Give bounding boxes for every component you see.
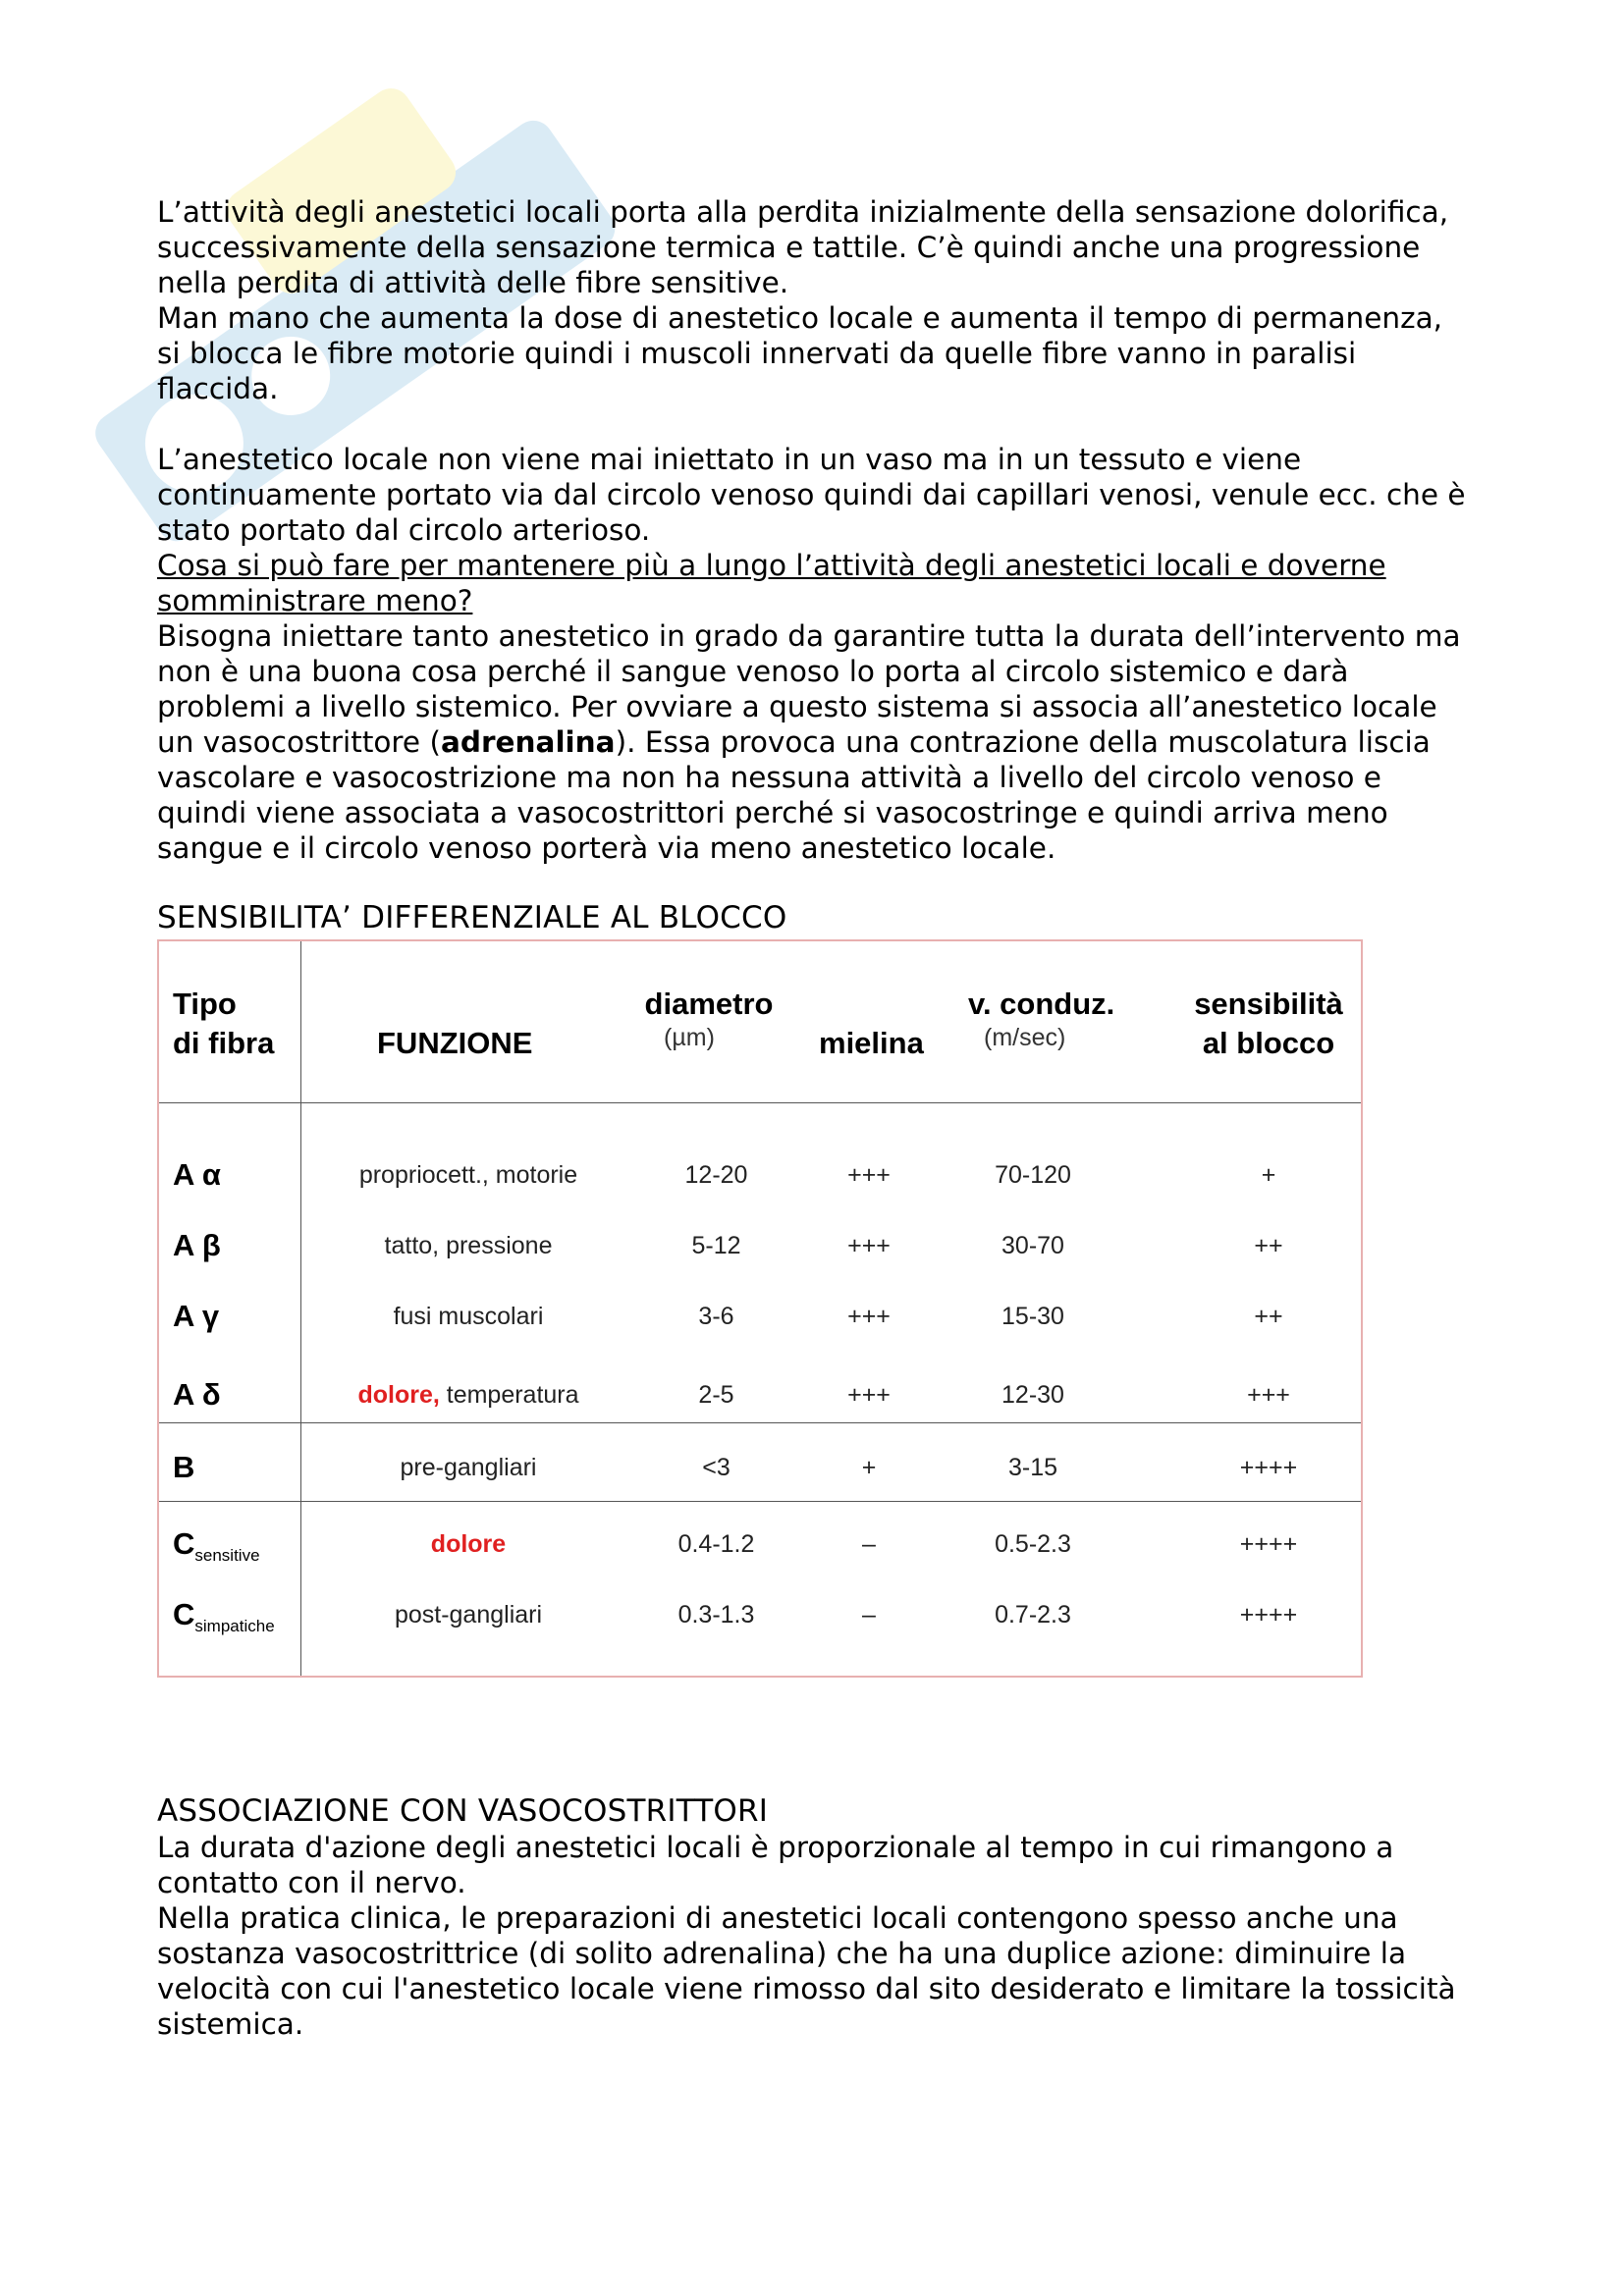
fiber-subtype-label: sensitive	[194, 1546, 260, 1566]
funzione-cell	[301, 1303, 635, 1331]
section-title-sensibilita: SENSIBILITA’ DIFFERENZIALE AL BLOCCO	[157, 900, 787, 935]
fiber-type-label: A β	[173, 1228, 221, 1262]
fiber-type-cell	[173, 1157, 221, 1193]
table-divider-b	[159, 1422, 1361, 1423]
document-body	[157, 194, 1473, 936]
paragraph-pratica-clinica: Nella pratica clinica, le preparazioni di anestetici locali contengono spesso anche una sostanza vasocostrittrice (di solito adrenalina) che ha una duplice azione: diminuire la velocità con cui l'anestetico locale viene rimosso dal sito desiderato e limitare la tossicità sistemica.	[157, 1901, 1456, 2041]
sensibilita-cell: +	[1261, 1161, 1276, 1189]
funzione-text: propriocett., motorie	[358, 1161, 578, 1189]
mielina-cell: –	[862, 1601, 876, 1629]
conduz-cell: 0.7-2.3	[995, 1601, 1071, 1629]
sensibilita-cell: ++++	[1239, 1601, 1298, 1629]
mielina-cell: +++	[847, 1161, 891, 1189]
mielina-cell: +++	[847, 1303, 891, 1330]
header-funzione: FUNZIONE	[377, 1026, 533, 1060]
funzione-text: fusi muscolari	[393, 1303, 544, 1330]
funzione-text: pre-gangliari	[400, 1454, 537, 1481]
funzione-cell	[301, 1601, 635, 1629]
funzione-cell	[301, 1232, 635, 1260]
diametro-cell: 0.4-1.2	[677, 1530, 755, 1558]
header-mielina: mielina	[819, 1026, 924, 1060]
mielina-cell: +	[861, 1454, 877, 1481]
header-diametro: diametro (µm)	[644, 987, 774, 1051]
conduz-cell: 3-15	[1007, 1454, 1058, 1481]
funzione-text: temperatura	[439, 1381, 579, 1409]
diametro-cell: 12-20	[684, 1161, 748, 1189]
funzione-text: tatto, pressione	[384, 1232, 553, 1259]
fiber-type-label: A α	[173, 1157, 221, 1192]
fiber-type-cell	[173, 1526, 260, 1566]
paragraph-durata: La durata d'azione degli anestetici locali è proporzionale al tempo in cui rimangono a contatto con il nervo.	[157, 1831, 1394, 1899]
conduz-cell: 70-120	[995, 1161, 1071, 1189]
conduz-cell: 15-30	[1001, 1303, 1064, 1330]
diametro-cell: 0.3-1.3	[677, 1601, 755, 1629]
fiber-type-label: A δ	[173, 1377, 221, 1412]
fiber-type-cell	[173, 1299, 219, 1334]
funzione-cell	[301, 1454, 635, 1482]
funzione-cell	[301, 1530, 635, 1559]
fiber-type-cell	[173, 1597, 275, 1636]
table-divider-c	[159, 1501, 1361, 1502]
question-line: Cosa si può fare per mantenere più a lungo l’attività degli anestetici locali e doverne somministrare meno?	[157, 549, 1386, 617]
paragraph-circolo: L’anestetico locale non viene mai iniettato in un vaso ma in un tessuto e viene continuamente portato via dal circolo venoso quindi dai capillari venosi, venule ecc. che è stato portato dal circolo arterioso.	[157, 443, 1466, 547]
sensibilita-cell: ++++	[1239, 1454, 1298, 1481]
paragraph-intro: L’attività degli anestetici locali porta alla perdita inizialmente della sensazione dolorifica, successivamente della sensazione termica e tattile. C’è quindi anche una progressione nella perdita di attività delle fibre sensitive.	[157, 195, 1449, 299]
header-tipo: Tipo di fibra	[173, 987, 275, 1060]
fiber-type-cell	[173, 1450, 194, 1485]
sensibilita-cell: ++	[1254, 1303, 1283, 1330]
fiber-type-label: C	[173, 1526, 195, 1561]
header-conduz: v. conduz. (m/sec)	[968, 987, 1115, 1051]
paragraph-dose: Man mano che aumenta la dose di anestetico locale e aumenta il tempo di permanenza, si blocca le fibre motorie quindi i muscoli innervati da quelle fibre vanno in paralisi flaccida.	[157, 301, 1443, 405]
mielina-cell: +++	[847, 1232, 891, 1259]
funzione-cell	[301, 1161, 635, 1190]
fiber-type-cell	[173, 1377, 221, 1413]
funzione-text: post-gangliari	[394, 1601, 543, 1629]
diametro-cell: 3-6	[698, 1303, 734, 1330]
funzione-cell	[301, 1381, 635, 1410]
conduz-cell: 12-30	[1001, 1381, 1064, 1409]
conduz-cell: 0.5-2.3	[995, 1530, 1071, 1558]
fiber-subtype-label: simpatiche	[194, 1617, 275, 1636]
fiber-type-cell	[173, 1228, 221, 1263]
sensibilita-cell: ++++	[1239, 1530, 1298, 1558]
sensibilita-cell: +++	[1247, 1381, 1290, 1409]
adrenalina-term: adrenalina	[440, 725, 616, 759]
fiber-table	[157, 939, 1363, 1678]
sensibilita-cell: ++	[1254, 1232, 1283, 1259]
mielina-cell: –	[862, 1530, 876, 1558]
funzione-highlight: dolore	[430, 1530, 507, 1558]
paragraph-vasocostrittore: Bisogna iniettare tanto anestetico in grado da garantire tutta la durata dell’intervento ma non è una buona cosa perché il sangue venoso lo porta al circolo sistemico e darà problemi a livello sistemico. Per ovviare a questo sistema si associa all’anestetico locale un vasocostrittore (adrenalina). Essa provoca una contrazione della muscolatura liscia vascolare e vasocostrizione ma non ha nessuna attività a livello del circolo venoso e quindi viene associata a vasocostrittori perché si vasocostringe e quindi arriva meno sangue e il circolo venoso porterà via meno anestetico locale.	[157, 619, 1461, 865]
diametro-cell: 2-5	[698, 1381, 734, 1409]
funzione-highlight: dolore,	[357, 1381, 440, 1409]
fiber-type-label: B	[173, 1450, 195, 1484]
mielina-cell: +++	[847, 1381, 891, 1409]
table-divider-header	[159, 1102, 1361, 1103]
fiber-type-label: A γ	[173, 1299, 220, 1333]
header-sensibilita: sensibilità al blocco	[1194, 987, 1343, 1060]
diametro-cell: <3	[702, 1454, 730, 1481]
conduz-cell: 30-70	[1001, 1232, 1064, 1259]
fiber-type-label: C	[173, 1597, 195, 1631]
section-associazione	[157, 1792, 1473, 2042]
section-title-associazione: ASSOCIAZIONE CON VASOCOSTRITTORI	[157, 1793, 769, 1829]
diametro-cell: 5-12	[691, 1232, 741, 1259]
